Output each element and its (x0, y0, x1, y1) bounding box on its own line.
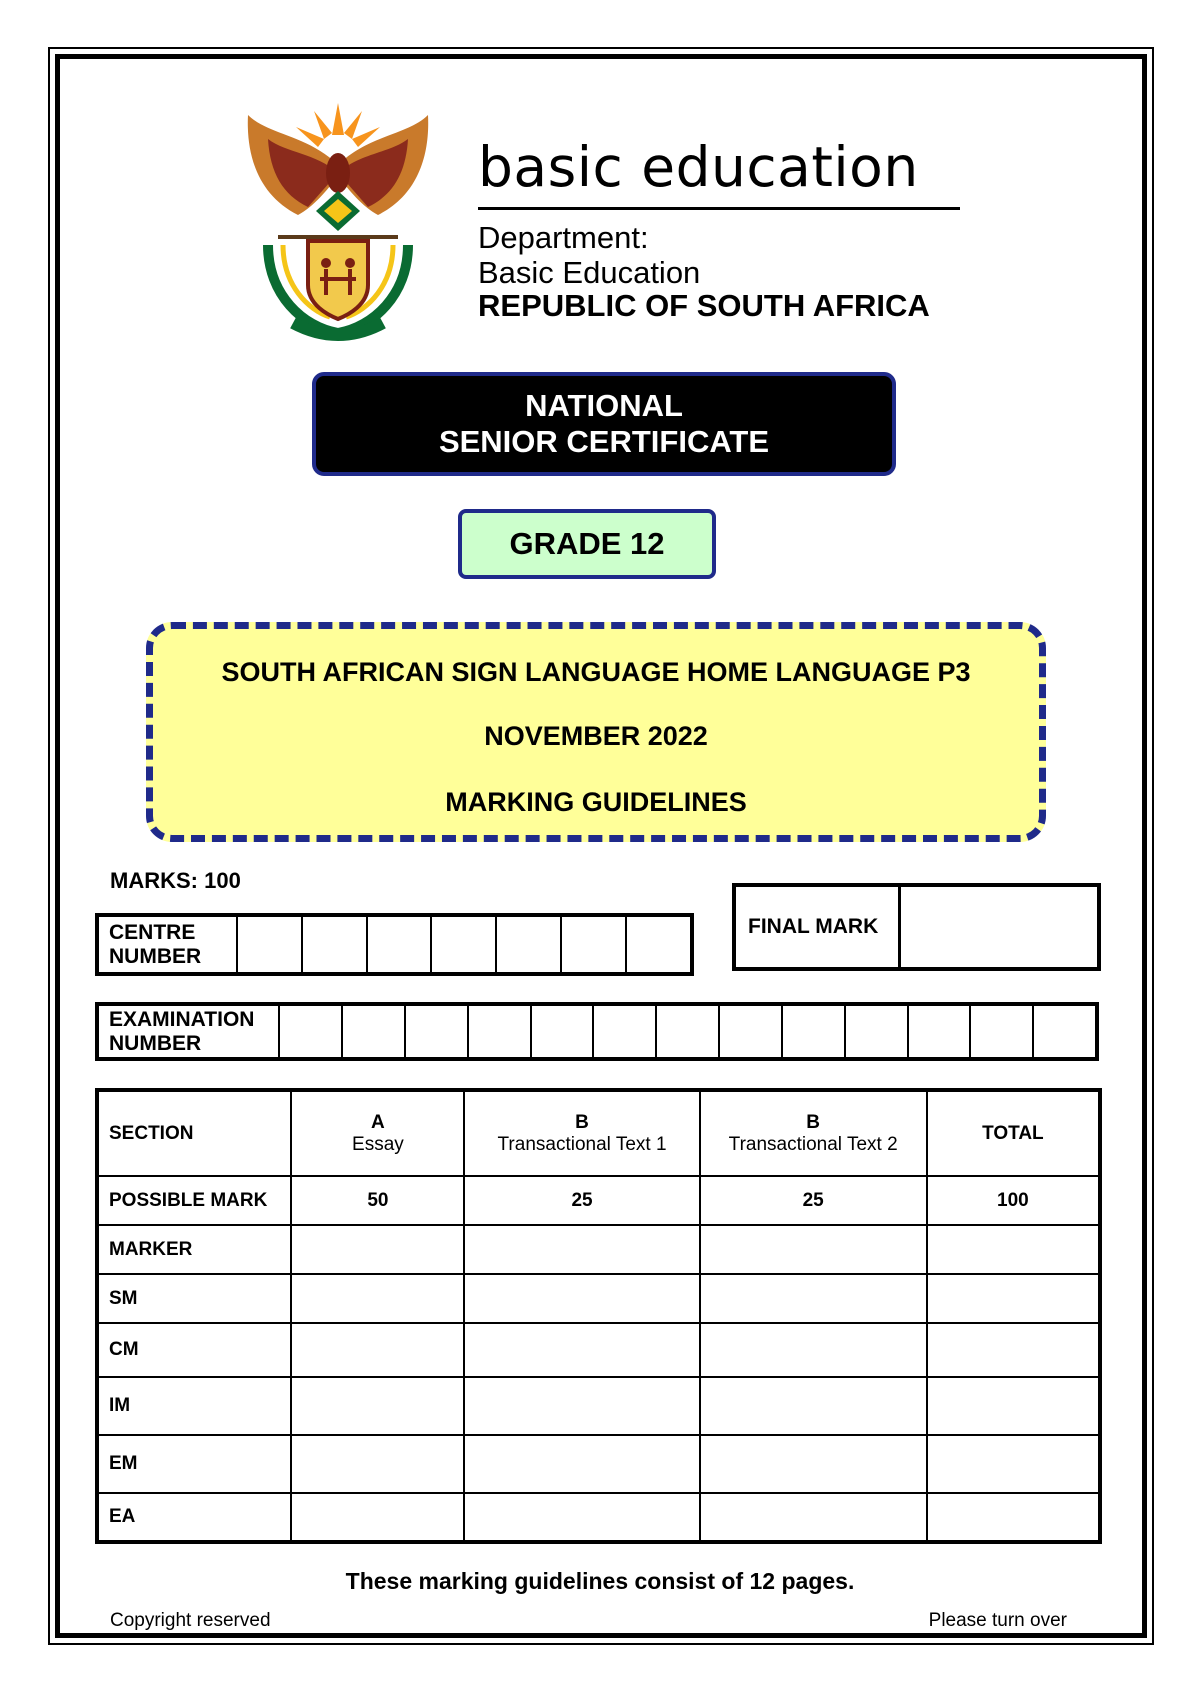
table-row (97, 1225, 1100, 1274)
department-line-2: Basic Education (478, 255, 701, 290)
republic-name: REPUBLIC OF SOUTH AFRICA (478, 288, 930, 323)
col-b1-header-top: B (575, 1111, 589, 1133)
final-mark-box[interactable] (901, 887, 1097, 967)
centre-number-box[interactable] (236, 917, 301, 972)
examination-number-box[interactable] (1032, 1006, 1095, 1057)
examination-number-box[interactable] (969, 1006, 1032, 1057)
brand-title: basic education (478, 135, 919, 199)
section-header: SECTION (97, 1090, 291, 1176)
examination-number-box[interactable] (844, 1006, 907, 1057)
examination-number-box[interactable] (341, 1006, 404, 1057)
mark-cell[interactable] (700, 1225, 927, 1274)
exam-date: NOVEMBER 2022 (484, 721, 708, 751)
examination-number-box[interactable] (655, 1006, 718, 1057)
table-row (97, 1377, 1100, 1435)
col-b1-header (464, 1090, 699, 1176)
possible-mark-b1: 25 (464, 1176, 699, 1225)
mark-cell[interactable] (291, 1493, 464, 1542)
mark-cell[interactable] (464, 1323, 699, 1377)
examination-number-box[interactable] (278, 1006, 341, 1057)
cm-row-label: CM (97, 1323, 291, 1377)
coat-of-arms-icon (238, 95, 438, 345)
centre-number-field (95, 913, 694, 976)
document-type: MARKING GUIDELINES (445, 787, 747, 817)
col-a-header (291, 1090, 464, 1176)
mark-cell[interactable] (464, 1435, 699, 1493)
department-name (478, 220, 700, 290)
certificate-line-1: NATIONAL (525, 388, 683, 423)
mark-cell[interactable] (291, 1274, 464, 1323)
table-row (97, 1323, 1100, 1377)
page-count-note: These marking guidelines consist of 12 pages. (345, 1568, 855, 1594)
mark-cell[interactable] (291, 1377, 464, 1435)
sm-row-label: SM (97, 1274, 291, 1323)
marks-table (95, 1088, 1102, 1544)
mark-cell[interactable] (464, 1493, 699, 1542)
centre-number-label-line-1: CENTRE (109, 920, 196, 944)
mark-cell[interactable] (700, 1435, 927, 1493)
copyright-notice: Copyright reserved (110, 1610, 271, 1631)
examination-number-label-line-1: EXAMINATION (109, 1007, 255, 1031)
mark-cell[interactable] (700, 1377, 927, 1435)
centre-number-box[interactable] (625, 917, 690, 972)
centre-number-box[interactable] (366, 917, 431, 972)
mark-cell[interactable] (700, 1493, 927, 1542)
mark-cell[interactable] (927, 1323, 1100, 1377)
mark-cell[interactable] (927, 1225, 1100, 1274)
centre-number-box[interactable] (495, 917, 560, 972)
mark-cell[interactable] (927, 1377, 1100, 1435)
col-b2-header-bottom: Transactional Text 2 (728, 1133, 898, 1155)
centre-number-label-line-2: NUMBER (109, 944, 202, 968)
examination-number-box[interactable] (718, 1006, 781, 1057)
col-a-header-top: A (371, 1111, 385, 1133)
subject-panel (146, 622, 1046, 842)
examination-number-label-line-2: NUMBER (109, 1031, 202, 1055)
marker-row-label: MARKER (97, 1225, 291, 1274)
centre-number-box[interactable] (560, 917, 625, 972)
table-row (97, 1274, 1100, 1323)
mark-cell[interactable] (464, 1225, 699, 1274)
subject-title: SOUTH AFRICAN SIGN LANGUAGE HOME LANGUAGE P3 (221, 657, 971, 687)
final-mark-field (732, 883, 1101, 971)
mark-cell[interactable] (927, 1274, 1100, 1323)
possible-mark-b2: 25 (700, 1176, 927, 1225)
examination-number-box[interactable] (530, 1006, 593, 1057)
turn-over-note: Please turn over (928, 1610, 1067, 1631)
ea-row-label: EA (97, 1493, 291, 1542)
possible-mark-row (97, 1176, 1100, 1225)
em-row-label: EM (97, 1435, 291, 1493)
col-b2-header (700, 1090, 927, 1176)
certificate-line-2: SENIOR CERTIFICATE (438, 424, 770, 459)
im-row-label: IM (97, 1377, 291, 1435)
mark-cell[interactable] (927, 1435, 1100, 1493)
table-row (97, 1435, 1100, 1493)
examination-number-field (95, 1002, 1099, 1061)
mark-cell[interactable] (464, 1377, 699, 1435)
total-header: TOTAL (927, 1090, 1100, 1176)
certificate-banner (312, 372, 896, 476)
possible-mark-label: POSSIBLE MARK (97, 1176, 291, 1225)
mark-cell[interactable] (291, 1323, 464, 1377)
examination-number-label (99, 1006, 278, 1057)
possible-mark-total: 100 (927, 1176, 1100, 1225)
centre-number-label (99, 917, 236, 972)
table-row (97, 1493, 1100, 1542)
total-marks: MARKS: 100 (110, 868, 241, 893)
examination-number-box[interactable] (467, 1006, 530, 1057)
table-header-row (97, 1090, 1100, 1176)
col-b2-header-top: B (806, 1111, 821, 1133)
col-b1-header-bottom: Transactional Text 1 (497, 1133, 667, 1155)
mark-cell[interactable] (700, 1323, 927, 1377)
examination-number-box[interactable] (781, 1006, 844, 1057)
brand-divider (478, 207, 960, 210)
mark-cell[interactable] (291, 1225, 464, 1274)
possible-mark-a: 50 (291, 1176, 464, 1225)
centre-number-box[interactable] (301, 917, 366, 972)
mark-cell[interactable] (291, 1435, 464, 1493)
final-mark-label: FINAL MARK (736, 887, 901, 967)
examination-number-box[interactable] (592, 1006, 655, 1057)
grade-badge: GRADE 12 (458, 509, 716, 579)
mark-cell[interactable] (700, 1274, 927, 1323)
mark-cell[interactable] (464, 1274, 699, 1323)
mark-cell[interactable] (927, 1493, 1100, 1542)
col-a-header-bottom: Essay (352, 1133, 404, 1155)
department-line-1: Department: (478, 220, 649, 255)
examination-number-box[interactable] (404, 1006, 467, 1057)
examination-number-box[interactable] (907, 1006, 970, 1057)
centre-number-box[interactable] (430, 917, 495, 972)
